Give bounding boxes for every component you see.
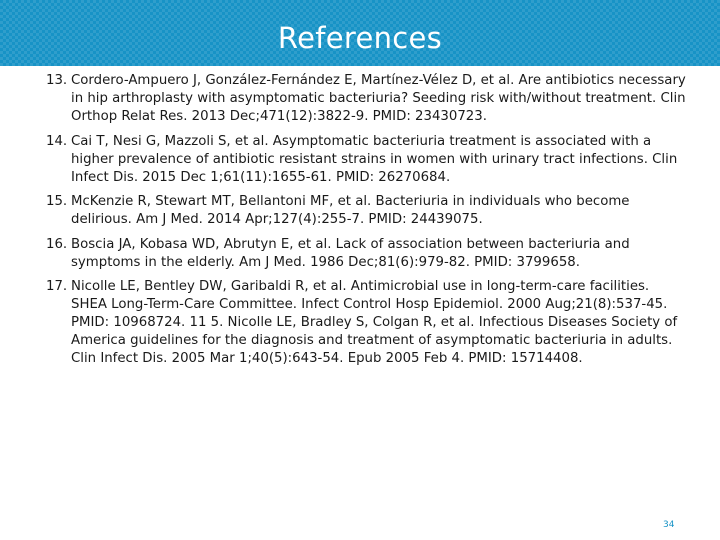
reference-number: 16. — [46, 236, 68, 252]
reference-number: 13. — [46, 73, 68, 88]
reference-number: 15. — [46, 194, 68, 210]
reference-text: McKenzie R, Stewart MT, Bellantoni MF, et al. Bacteriuria in individuals who become delirious. Am J Med. 2014 Apr;127(4):255-7. PMID: 24439075. — [71, 194, 630, 228]
page-number: 34 — [663, 520, 675, 530]
reference-text: Cai T, Nesi G, Mazzoli S, et al. Asymptomatic bacteriuria treatment is associated with a higher prevalence of antibiotic resistant strains in women with urinary tract infections. Clin Infect Dis. 2015 Dec 1;61(11):1655-61. PMID: 26270684. — [71, 133, 678, 185]
title-bar — [0, 0, 720, 66]
reference-item — [46, 72, 686, 126]
page-title: References — [277, 21, 443, 55]
reference-item — [46, 278, 686, 368]
reference-text: Nicolle LE, Bentley DW, Garibaldi R, et al. Antimicrobial use in long-term-care facilities. SHEA Long-Term-Care Committee. Infect Control Hosp Epidemiol. 2000 Aug;21(8):537-45. PMID: 10968724. 11 5. Nicolle LE, Bradley S, Colgan R, et al. Infectious Diseases Society of America guidelines for the diagnosis and treatment of asymptomatic bacteriuria in adults. Clin Infect Dis. 2005 Mar 1;40(5):643-54. Epub 2005 Feb 4. PMID: 15714408. — [71, 279, 678, 367]
reference-item — [46, 236, 686, 272]
reference-number: 14. — [46, 133, 68, 149]
reference-text: Boscia JA, Kobasa WD, Abrutyn E, et al. Lack of association between bacteriuria and symptoms in the elderly. Am J Med. 1986 Dec;81(6):979-82. PMID: 3799658. — [71, 236, 630, 270]
reference-item — [46, 133, 686, 187]
reference-list — [46, 72, 686, 375]
reference-text: Cordero-Ampuero J, González-Fernández E, Martínez-Vélez D, et al. Are antibiotics necessary in hip arthroplasty with asymptomatic bacteriuria? Seeding risk with/without treatment. Clin Orthop Relat Res. 2013 Dec;471(12):3822-9. PMID: 23430723. — [71, 73, 686, 124]
reference-number: 17. — [46, 279, 68, 295]
reference-item — [46, 193, 686, 229]
